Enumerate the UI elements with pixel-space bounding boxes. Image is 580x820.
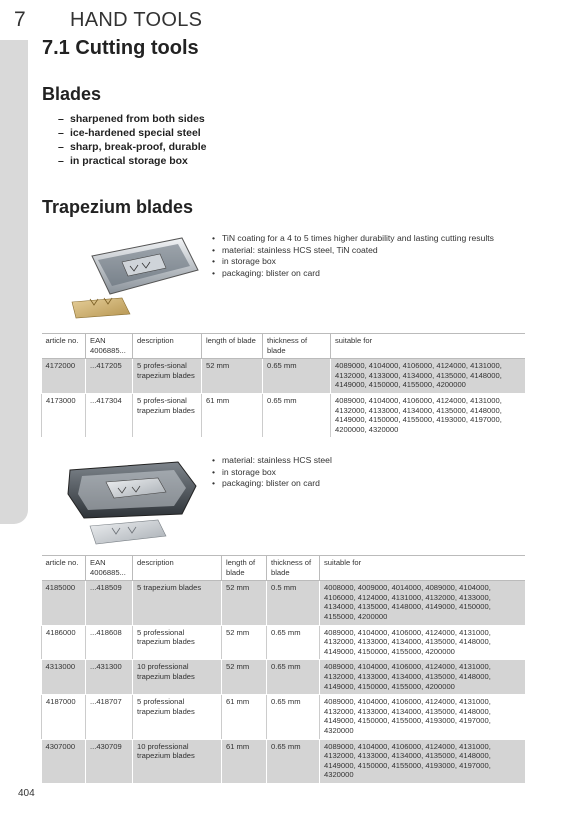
chapter-title: HAND TOOLS xyxy=(70,9,203,31)
description-cell: 5 professional trapezium blades xyxy=(133,695,222,739)
list-item: • TiN coating for a 4 to 5 times higher durability and lasting cutting results xyxy=(212,233,494,243)
article-number-cell: 4186000 xyxy=(42,625,86,660)
table-header-row xyxy=(42,556,526,581)
list-item: • packaging: blister on card xyxy=(212,267,320,278)
suitable-for-cell: 4089000, 4104000, 4106000, 4124000, 4131000, 4132000, 4133000, 4134000, 4135000, 4148000, 4149000, 4150000, 4155000, 4200000 xyxy=(331,359,526,394)
ean-cell: ...418707 xyxy=(86,695,133,739)
suitable-for-cell: 4089000, 4104000, 4106000, 4124000, 4131000, 4132000, 4133000, 4134000, 4135000, 4148000, 4149000, 4150000, 4155000, 4200000 xyxy=(320,625,526,660)
description-cell: 5 profes-sional trapezium blades xyxy=(133,393,202,437)
tin-blade-box-image xyxy=(64,232,204,324)
list-item: • packaging: blister on card xyxy=(212,478,320,488)
list-item: • material: stainless HCS steel, TiN coated xyxy=(212,244,378,255)
suitable-for-cell: 4089000, 4104000, 4106000, 4124000, 4131000, 4132000, 4133000, 4134000, 4135000, 4148000, 4149000, 4150000, 4155000, 4193000, 4197000, 4320000 xyxy=(320,739,526,783)
table-row xyxy=(42,393,526,437)
column-header: suitable for xyxy=(320,556,526,581)
article-number-cell: 4307000 xyxy=(42,739,86,783)
blade-thickness-cell: 0.65 mm xyxy=(267,625,320,660)
suitable-for-cell: 4008000, 4009000, 4014000, 4089000, 4104000, 4106000, 4124000, 4131000, 4132000, 4133000, 4134000, 4135000, 4148000, 4149000, 4150000, 4155000, 4200000 xyxy=(320,581,526,625)
article-number-cell: 4185000 xyxy=(42,581,86,625)
ean-cell: ...431300 xyxy=(86,660,133,695)
suitable-for-cell: 4089000, 4104000, 4106000, 4124000, 4131000, 4132000, 4133000, 4134000, 4135000, 4148000, 4149000, 4150000, 4155000, 4193000, 4197000, 4200000, 4320000 xyxy=(331,393,526,437)
column-header: thickness of blade xyxy=(263,334,331,359)
table-row xyxy=(42,695,526,739)
blade-length-cell: 52 mm xyxy=(222,581,267,625)
column-header: suitable for xyxy=(331,334,526,359)
column-header: length of blade xyxy=(222,556,267,581)
blade-length-cell: 61 mm xyxy=(202,393,263,437)
column-header: thickness of blade xyxy=(267,556,320,581)
blade-length-cell: 52 mm xyxy=(202,359,263,394)
column-header: description xyxy=(133,556,222,581)
product2-feature-list xyxy=(212,455,332,490)
chapter-side-tab xyxy=(0,40,28,524)
ean-cell: ...417304 xyxy=(86,393,133,437)
hcs-blade-box-image xyxy=(62,454,202,552)
suitable-for-cell: 4089000, 4104000, 4106000, 4124000, 4131000, 4132000, 4133000, 4134000, 4135000, 4148000, 4149000, 4150000, 4155000, 4200000 xyxy=(320,660,526,695)
description-cell: 10 professional trapezium blades xyxy=(133,739,222,783)
ean-cell: ...430709 xyxy=(86,739,133,783)
table-row xyxy=(42,359,526,394)
list-item: • in storage box xyxy=(212,256,276,266)
description-cell: 5 profes-sional trapezium blades xyxy=(133,359,202,394)
list-item: • in storage box xyxy=(212,466,276,477)
blades-feature-list xyxy=(58,112,207,168)
article-number-cell: 4172000 xyxy=(42,359,86,394)
description-cell: 5 professional trapezium blades xyxy=(133,625,222,660)
column-header: description xyxy=(133,334,202,359)
article-number-cell: 4313000 xyxy=(42,660,86,695)
blade-thickness-cell: 0.65 mm xyxy=(267,739,320,783)
blade-thickness-cell: 0.65 mm xyxy=(267,695,320,739)
article-number-cell: 4187000 xyxy=(42,695,86,739)
list-item: • material: stainless HCS steel xyxy=(212,455,332,465)
suitable-for-cell: 4089000, 4104000, 4106000, 4124000, 4131000, 4132000, 4133000, 4134000, 4135000, 4148000, 4149000, 4150000, 4155000, 4193000, 4197000, 4320000 xyxy=(320,695,526,739)
ean-cell: ...418509 xyxy=(86,581,133,625)
list-item: – sharpened from both sides xyxy=(58,113,205,125)
blade-thickness-cell: 0.65 mm xyxy=(263,393,331,437)
description-cell: 5 trapezium blades xyxy=(133,581,222,625)
trapezium-heading: Trapezium blades xyxy=(42,197,194,217)
chapter-number: 7 xyxy=(14,8,26,31)
column-header: length of blade xyxy=(202,334,263,359)
blade-thickness-cell: 0.65 mm xyxy=(263,359,331,394)
blade-thickness-cell: 0.65 mm xyxy=(267,660,320,695)
table-row xyxy=(42,581,526,625)
column-header: article no. xyxy=(42,556,86,581)
ean-cell: ...418608 xyxy=(86,625,133,660)
page-number: 404 xyxy=(18,788,35,799)
column-header: EAN 4006885... xyxy=(86,556,133,581)
blade-thickness-cell: 0.5 mm xyxy=(267,581,320,625)
section-title: 7.1 Cutting tools xyxy=(42,37,199,59)
product1-feature-list xyxy=(212,233,494,279)
table-row xyxy=(42,739,526,783)
column-header: article no. xyxy=(42,334,86,359)
list-item: – ice-hardened special steel xyxy=(58,127,201,139)
blade-length-cell: 61 mm xyxy=(222,739,267,783)
blade-length-cell: 52 mm xyxy=(222,625,267,660)
product2-spec-table xyxy=(41,555,525,784)
product1-spec-table xyxy=(41,333,525,438)
blades-heading: Blades xyxy=(42,84,102,104)
description-cell: 10 professional trapezium blades xyxy=(133,660,222,695)
column-header: EAN 4006885... xyxy=(86,334,133,359)
blade-length-cell: 52 mm xyxy=(222,660,267,695)
ean-cell: ...417205 xyxy=(86,359,133,394)
article-number-cell: 4173000 xyxy=(42,393,86,437)
list-item: – sharp, break-proof, durable xyxy=(58,141,207,153)
table-row xyxy=(42,660,526,695)
list-item: – in practical storage box xyxy=(58,155,188,167)
table-header-row xyxy=(42,334,526,359)
table-row xyxy=(42,625,526,660)
blade-length-cell: 61 mm xyxy=(222,695,267,739)
